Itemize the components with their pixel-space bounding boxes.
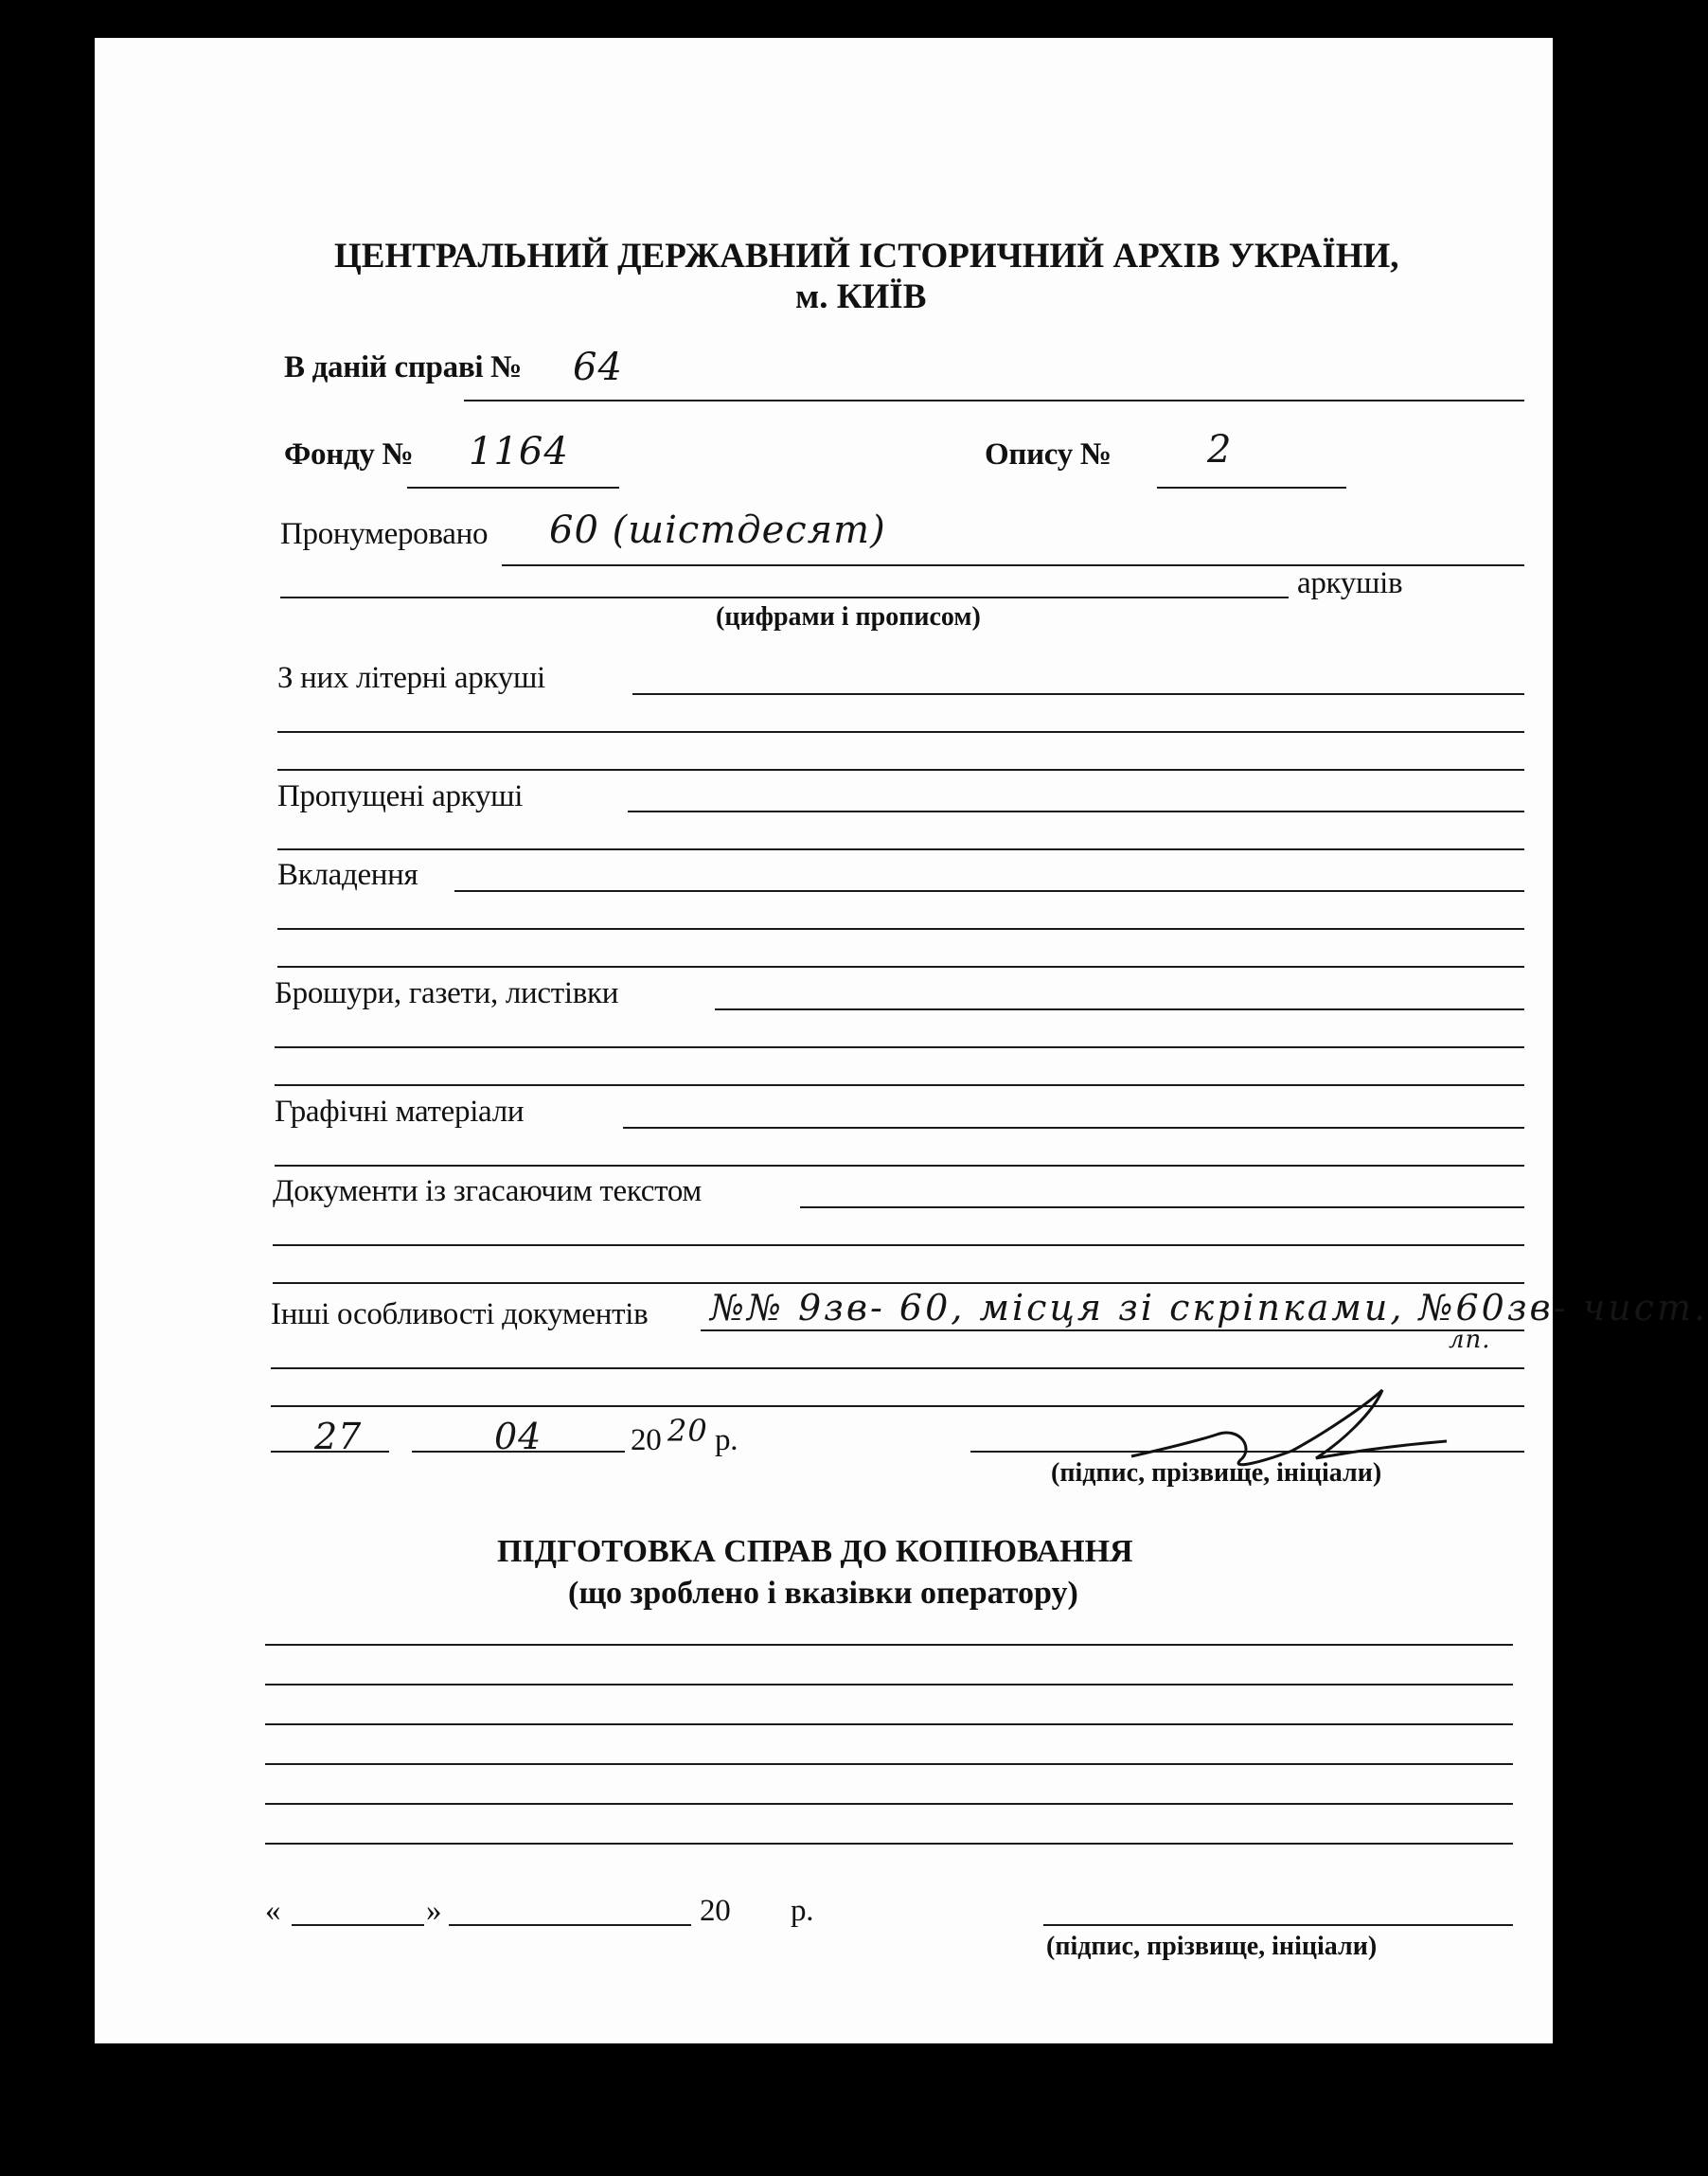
case-number-line: [464, 400, 1524, 401]
other-features-value: №№ 9зв- 60, місця зі скріпками, №60зв- чист.: [710, 1287, 1708, 1329]
archive-form-sheet: [95, 38, 1708, 2043]
archive-city: м. КИЇВ: [795, 277, 927, 316]
signature-caption: (підпис, прізвище, ініціали): [1051, 1458, 1382, 1488]
other-features-line-2: [271, 1367, 1524, 1369]
instructions-line-4: [265, 1763, 1513, 1765]
fading-text-line-1: [800, 1206, 1524, 1208]
numbered-line-2: [280, 597, 1289, 598]
copy-preparation-subtitle: (що зроблено і вказівки оператору): [568, 1576, 1078, 1611]
case-number-value: 64: [573, 346, 623, 389]
graphics-line-2: [275, 1165, 1524, 1167]
instructions-line-3: [265, 1723, 1513, 1725]
fading-text-line-2: [273, 1244, 1524, 1246]
fading-text-label: Документи із згасаючим текстом: [273, 1174, 702, 1208]
date-month: 04: [494, 1416, 543, 1457]
instructions-line-1: [265, 1644, 1513, 1646]
fond-value: 1164: [469, 430, 569, 473]
opys-value: 2: [1207, 428, 1233, 472]
brochures-label: Брошури, газети, листівки: [275, 976, 619, 1010]
opys-label: Опису №: [985, 437, 1112, 472]
instructions-line-5: [265, 1803, 1513, 1805]
literal-sheets-line-2: [277, 731, 1524, 733]
brochures-line-2: [275, 1046, 1524, 1048]
fond-label: Фонду №: [284, 437, 414, 472]
bottom-signature-caption: (підпис, прізвище, ініціали): [1046, 1932, 1378, 1961]
date-day: 27: [314, 1416, 363, 1457]
missing-sheets-line-1: [628, 811, 1524, 812]
attachments-line-3: [277, 966, 1524, 968]
brochures-line-3: [275, 1084, 1524, 1086]
bottom-date-day-line: [292, 1924, 424, 1926]
date-year-prefix: 20: [631, 1423, 662, 1457]
instructions-line-6: [265, 1843, 1513, 1845]
fading-text-line-3: [273, 1282, 1524, 1284]
literal-sheets-line-3: [277, 769, 1524, 771]
bottom-date-quote-open: «: [265, 1894, 281, 1928]
bottom-signature-line: [1043, 1924, 1513, 1926]
other-features-value-tail: лп.: [1449, 1326, 1491, 1354]
case-number-label: В даній справі №: [284, 350, 523, 384]
graphics-label: Графічні матеріали: [275, 1095, 525, 1129]
other-features-label: Інші особливості документів: [271, 1297, 649, 1331]
bottom-date-month-line: [449, 1924, 691, 1926]
digits-and-words-hint: (цифрами і прописом): [716, 602, 981, 632]
date-year-suffix: 20: [667, 1413, 708, 1449]
brochures-line-1: [715, 1008, 1524, 1010]
attachments-line-2: [277, 928, 1524, 930]
missing-sheets-line-2: [277, 848, 1524, 850]
numbered-value: 60 (шістдесят): [549, 508, 886, 552]
literal-sheets-line-1: [632, 693, 1524, 695]
fond-line: [407, 487, 619, 489]
graphics-line-1: [623, 1127, 1524, 1129]
date-year-r: р.: [715, 1423, 738, 1457]
bottom-date-year-prefix: 20: [700, 1894, 731, 1928]
literal-sheets-label: З них літерні аркуші: [277, 661, 545, 695]
instructions-line-2: [265, 1684, 1513, 1686]
bottom-date-r: р.: [791, 1894, 814, 1928]
other-features-line-1: [701, 1329, 1524, 1331]
archive-title: ЦЕНТРАЛЬНИЙ ДЕРЖАВНИЙ ІСТОРИЧНИЙ АРХІВ УКРАЇНИ,: [334, 237, 1399, 276]
copy-preparation-title: ПІДГОТОВКА СПРАВ ДО КОПІЮВАННЯ: [497, 1534, 1133, 1569]
numbered-label: Пронумеровано: [280, 517, 489, 551]
sheets-unit-label: аркушів: [1297, 566, 1403, 600]
attachments-label: Вкладення: [277, 858, 418, 892]
missing-sheets-label: Пропущені аркуші: [277, 779, 524, 813]
opys-line: [1157, 487, 1346, 489]
bottom-date-quote-close: »: [426, 1894, 442, 1928]
attachments-line-1: [454, 890, 1524, 892]
